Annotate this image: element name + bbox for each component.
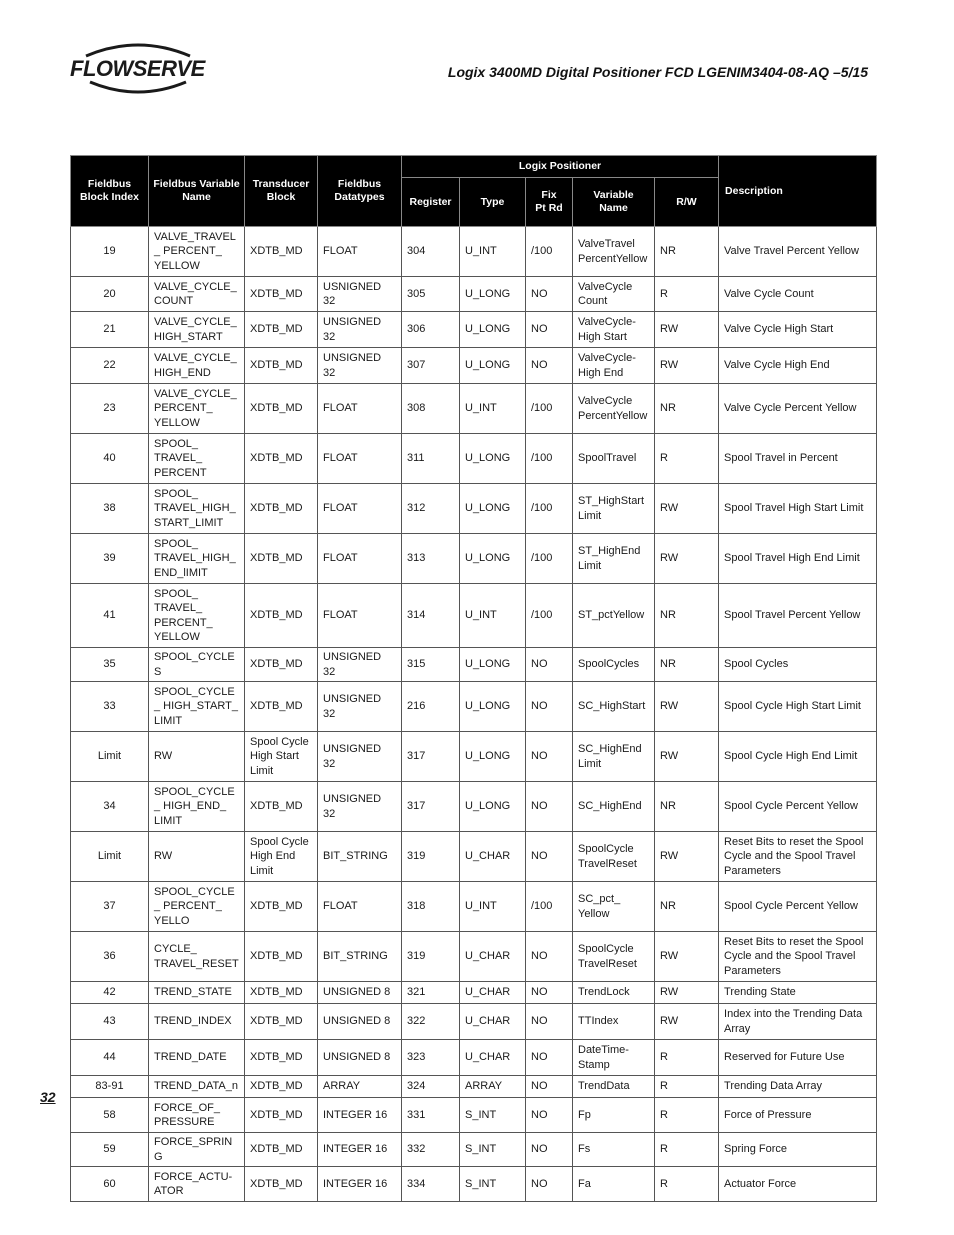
cell-rw: NR	[655, 648, 719, 682]
cell-register: 332	[402, 1133, 460, 1167]
cell-type: U_LONG	[460, 434, 526, 484]
cell-logix-variable-name: ST_HighEnd Limit	[573, 534, 655, 584]
cell-block-index: 33	[71, 682, 149, 732]
cell-register: 318	[402, 882, 460, 932]
header-logix-variable-name: Variable Name	[573, 178, 655, 227]
header-description: Description	[719, 156, 877, 227]
cell-block-index: 42	[71, 982, 149, 1004]
cell-datatype: FLOAT	[318, 434, 402, 484]
cell-register: 324	[402, 1076, 460, 1098]
cell-transducer-block: XDTB_MD	[245, 648, 318, 682]
cell-block-index: 58	[71, 1098, 149, 1133]
cell-block-index: 36	[71, 932, 149, 982]
cell-register: 319	[402, 832, 460, 882]
cell-block-index: 22	[71, 348, 149, 384]
page-number: 32	[40, 1089, 56, 1105]
cell-rw: R	[655, 1076, 719, 1098]
cell-variable-name: FORCE_SPRING	[149, 1133, 245, 1167]
cell-transducer-block: XDTB_MD	[245, 277, 318, 312]
cell-fix-pt-rd: NO	[526, 782, 573, 832]
cell-logix-variable-name: SpoolTravel	[573, 434, 655, 484]
cell-rw: NR	[655, 882, 719, 932]
cell-logix-variable-name: SC_HighEnd Limit	[573, 732, 655, 782]
cell-description: Force of Pressure	[719, 1098, 877, 1133]
cell-description: Valve Cycle High End	[719, 348, 877, 384]
table-row	[71, 1098, 877, 1133]
cell-description: Spool Cycle Percent Yellow	[719, 782, 877, 832]
cell-fix-pt-rd: NO	[526, 1004, 573, 1040]
cell-block-index: 23	[71, 384, 149, 434]
table-row	[71, 1076, 877, 1098]
cell-rw: RW	[655, 312, 719, 348]
cell-logix-variable-name: TTIndex	[573, 1004, 655, 1040]
table-row	[71, 277, 877, 312]
cell-description: Spool Cycles	[719, 648, 877, 682]
cell-block-index: 21	[71, 312, 149, 348]
cell-datatype: BIT_STRING	[318, 832, 402, 882]
cell-datatype: ARRAY	[318, 1076, 402, 1098]
cell-variable-name: VALVE_CYCLE_ HIGH_END	[149, 348, 245, 384]
cell-logix-variable-name: TrendData	[573, 1076, 655, 1098]
cell-type: U_INT	[460, 227, 526, 277]
header-datatypes: Fieldbus Datatypes	[318, 156, 402, 227]
cell-rw: NR	[655, 584, 719, 648]
cell-transducer-block: XDTB_MD	[245, 584, 318, 648]
table-row	[71, 312, 877, 348]
cell-variable-name: CYCLE_ TRAVEL_RESET	[149, 932, 245, 982]
cell-transducer-block: XDTB_MD	[245, 1167, 318, 1202]
cell-block-index: 40	[71, 434, 149, 484]
cell-type: U_CHAR	[460, 832, 526, 882]
cell-datatype: USNIGNED 32	[318, 277, 402, 312]
cell-variable-name: VALVE_CYCLE_ HIGH_START	[149, 312, 245, 348]
cell-logix-variable-name: ValveCycle- High Start	[573, 312, 655, 348]
cell-rw: RW	[655, 348, 719, 384]
cell-type: U_INT	[460, 384, 526, 434]
cell-variable-name: SPOOL_ TRAVEL_ PERCENT_ YELLOW	[149, 584, 245, 648]
cell-type: U_LONG	[460, 348, 526, 384]
cell-fix-pt-rd: /100	[526, 484, 573, 534]
cell-fix-pt-rd: NO	[526, 1040, 573, 1076]
cell-variable-name: SPOOL_CYCLE_ PERCENT_ YELLO	[149, 882, 245, 932]
header-transducer-block: Transducer Block	[245, 156, 318, 227]
cell-variable-name: SPOOL_CYCLE_ HIGH_START_ LIMIT	[149, 682, 245, 732]
cell-variable-name: VALVE_TRAVEL_ PERCENT_ YELLOW	[149, 227, 245, 277]
cell-transducer-block: XDTB_MD	[245, 534, 318, 584]
table-row	[71, 348, 877, 384]
cell-fix-pt-rd: NO	[526, 277, 573, 312]
cell-register: 308	[402, 384, 460, 434]
cell-logix-variable-name: ValveCycle- High End	[573, 348, 655, 384]
cell-fix-pt-rd: NO	[526, 312, 573, 348]
cell-register: 311	[402, 434, 460, 484]
cell-variable-name: SPOOL_ TRAVEL_HIGH_ START_LIMIT	[149, 484, 245, 534]
cell-variable-name: RW	[149, 732, 245, 782]
cell-rw: NR	[655, 227, 719, 277]
cell-datatype: UNSIGNED 32	[318, 312, 402, 348]
cell-type: U_INT	[460, 882, 526, 932]
cell-block-index: 83-91	[71, 1076, 149, 1098]
cell-logix-variable-name: Fs	[573, 1133, 655, 1167]
cell-description: Valve Cycle Count	[719, 277, 877, 312]
flowserve-logo	[68, 40, 208, 96]
cell-fix-pt-rd: NO	[526, 832, 573, 882]
header-logix-positioner: Logix Positioner	[402, 156, 719, 178]
cell-type: U_LONG	[460, 484, 526, 534]
table-row	[71, 227, 877, 277]
cell-register: 314	[402, 584, 460, 648]
cell-register: 334	[402, 1167, 460, 1202]
cell-register: 322	[402, 1004, 460, 1040]
table-row	[71, 732, 877, 782]
cell-block-index: 35	[71, 648, 149, 682]
logo-wordmark: FLOWSERVE	[70, 56, 205, 81]
cell-logix-variable-name: Fa	[573, 1167, 655, 1202]
cell-block-index: Limit	[71, 832, 149, 882]
cell-type: U_LONG	[460, 277, 526, 312]
cell-logix-variable-name: ValveTravel PercentYellow	[573, 227, 655, 277]
table-body	[71, 227, 877, 1202]
cell-rw: RW	[655, 832, 719, 882]
cell-register: 313	[402, 534, 460, 584]
cell-rw: RW	[655, 932, 719, 982]
cell-rw: R	[655, 434, 719, 484]
cell-fix-pt-rd: NO	[526, 1076, 573, 1098]
cell-transducer-block: XDTB_MD	[245, 882, 318, 932]
cell-description: Trending State	[719, 982, 877, 1004]
cell-variable-name: VALVE_CYCLE_ PERCENT_ YELLOW	[149, 384, 245, 434]
table-row	[71, 832, 877, 882]
cell-logix-variable-name: ValveCycle Count	[573, 277, 655, 312]
cell-type: S_INT	[460, 1167, 526, 1202]
cell-description: Spool Cycle Percent Yellow	[719, 882, 877, 932]
cell-type: S_INT	[460, 1098, 526, 1133]
cell-block-index: 44	[71, 1040, 149, 1076]
cell-type: U_CHAR	[460, 932, 526, 982]
table-row	[71, 434, 877, 484]
cell-rw: R	[655, 277, 719, 312]
cell-description: Valve Cycle Percent Yellow	[719, 384, 877, 434]
cell-transducer-block: XDTB_MD	[245, 1133, 318, 1167]
cell-type: U_LONG	[460, 682, 526, 732]
cell-description: Trending Data Array	[719, 1076, 877, 1098]
cell-fix-pt-rd: /100	[526, 227, 573, 277]
document-title: Logix 3400MD Digital Positioner FCD LGENIM3404-08-AQ –5/15	[447, 64, 868, 80]
cell-logix-variable-name: ST_pctYellow	[573, 584, 655, 648]
cell-logix-variable-name: ST_HighStart Limit	[573, 484, 655, 534]
cell-datatype: UNSIGNED 8	[318, 1004, 402, 1040]
cell-transducer-block: XDTB_MD	[245, 484, 318, 534]
cell-logix-variable-name: SpoolCycle TravelReset	[573, 832, 655, 882]
cell-transducer-block: XDTB_MD	[245, 982, 318, 1004]
table-row	[71, 682, 877, 732]
cell-rw: R	[655, 1167, 719, 1202]
cell-logix-variable-name: SpoolCycles	[573, 648, 655, 682]
cell-variable-name: SPOOL_CYCLES	[149, 648, 245, 682]
cell-register: 305	[402, 277, 460, 312]
cell-block-index: 34	[71, 782, 149, 832]
cell-datatype: BIT_STRING	[318, 932, 402, 982]
table-row	[71, 584, 877, 648]
cell-fix-pt-rd: NO	[526, 1167, 573, 1202]
cell-register: 319	[402, 932, 460, 982]
table-row	[71, 1167, 877, 1202]
cell-variable-name: FORCE_ACTU- ATOR	[149, 1167, 245, 1202]
cell-fix-pt-rd: NO	[526, 982, 573, 1004]
table-row	[71, 484, 877, 534]
cell-transducer-block: XDTB_MD	[245, 782, 318, 832]
cell-fix-pt-rd: /100	[526, 434, 573, 484]
cell-logix-variable-name: Fp	[573, 1098, 655, 1133]
cell-block-index: 60	[71, 1167, 149, 1202]
cell-variable-name: TREND_INDEX	[149, 1004, 245, 1040]
cell-variable-name: TREND_DATA_n	[149, 1076, 245, 1098]
cell-transducer-block: XDTB_MD	[245, 1040, 318, 1076]
cell-variable-name: RW	[149, 832, 245, 882]
cell-description: Spool Cycle High End Limit	[719, 732, 877, 782]
table-row	[71, 1004, 877, 1040]
cell-datatype: UNSIGNED 32	[318, 732, 402, 782]
table-row	[71, 648, 877, 682]
cell-block-index: 19	[71, 227, 149, 277]
cell-description: Spool Travel in Percent	[719, 434, 877, 484]
cell-logix-variable-name: SC_pct_ Yellow	[573, 882, 655, 932]
cell-transducer-block: XDTB_MD	[245, 434, 318, 484]
cell-register: 315	[402, 648, 460, 682]
cell-rw: RW	[655, 484, 719, 534]
cell-variable-name: TREND_DATE	[149, 1040, 245, 1076]
table-row	[71, 982, 877, 1004]
cell-fix-pt-rd: /100	[526, 584, 573, 648]
cell-type: U_LONG	[460, 648, 526, 682]
cell-register: 304	[402, 227, 460, 277]
cell-fix-pt-rd: NO	[526, 732, 573, 782]
cell-description: Reset Bits to reset the Spool Cycle and the Spool Travel Parameters	[719, 832, 877, 882]
cell-block-index: 59	[71, 1133, 149, 1167]
cell-block-index: 38	[71, 484, 149, 534]
cell-datatype: UNSIGNED 32	[318, 682, 402, 732]
table-row	[71, 932, 877, 982]
cell-type: ARRAY	[460, 1076, 526, 1098]
cell-register: 331	[402, 1098, 460, 1133]
cell-datatype: FLOAT	[318, 227, 402, 277]
cell-fix-pt-rd: NO	[526, 1133, 573, 1167]
cell-block-index: 43	[71, 1004, 149, 1040]
cell-logix-variable-name: DateTime- Stamp	[573, 1040, 655, 1076]
cell-variable-name: SPOOL_ TRAVEL_HIGH_ END_lIMIT	[149, 534, 245, 584]
cell-description: Spool Cycle High Start Limit	[719, 682, 877, 732]
cell-variable-name: SPOOL_CYCLE_ HIGH_END_ LIMIT	[149, 782, 245, 832]
table-row	[71, 782, 877, 832]
cell-variable-name: FORCE_OF_ PRESSURE	[149, 1098, 245, 1133]
cell-description: Spool Travel High Start Limit	[719, 484, 877, 534]
cell-description: Actuator Force	[719, 1167, 877, 1202]
cell-datatype: FLOAT	[318, 584, 402, 648]
cell-block-index: 37	[71, 882, 149, 932]
cell-variable-name: SPOOL_ TRAVEL_ PERCENT	[149, 434, 245, 484]
cell-type: U_CHAR	[460, 1040, 526, 1076]
cell-datatype: FLOAT	[318, 384, 402, 434]
cell-datatype: FLOAT	[318, 484, 402, 534]
cell-logix-variable-name: SC_HighEnd	[573, 782, 655, 832]
cell-fix-pt-rd: /100	[526, 384, 573, 434]
cell-fix-pt-rd: NO	[526, 682, 573, 732]
cell-transducer-block: XDTB_MD	[245, 682, 318, 732]
cell-datatype: UNSIGNED 32	[318, 348, 402, 384]
cell-register: 312	[402, 484, 460, 534]
cell-type: U_LONG	[460, 534, 526, 584]
cell-block-index: 20	[71, 277, 149, 312]
cell-variable-name: TREND_STATE	[149, 982, 245, 1004]
cell-rw: R	[655, 1133, 719, 1167]
cell-datatype: FLOAT	[318, 882, 402, 932]
cell-register: 323	[402, 1040, 460, 1076]
cell-fix-pt-rd: NO	[526, 348, 573, 384]
cell-transducer-block: Spool Cycle High End Limit	[245, 832, 318, 882]
cell-fix-pt-rd: NO	[526, 1098, 573, 1133]
cell-block-index: Limit	[71, 732, 149, 782]
cell-datatype: INTEGER 16	[318, 1167, 402, 1202]
cell-transducer-block: XDTB_MD	[245, 1076, 318, 1098]
cell-register: 216	[402, 682, 460, 732]
fieldbus-parameter-table	[70, 155, 877, 1202]
cell-type: S_INT	[460, 1133, 526, 1167]
cell-type: U_LONG	[460, 732, 526, 782]
cell-description: Reset Bits to reset the Spool Cycle and the Spool Travel Parameters	[719, 932, 877, 982]
table-row	[71, 882, 877, 932]
cell-rw: NR	[655, 782, 719, 832]
cell-description: Spool Travel Percent Yellow	[719, 584, 877, 648]
cell-transducer-block: XDTB_MD	[245, 1098, 318, 1133]
cell-description: Valve Travel Percent Yellow	[719, 227, 877, 277]
cell-block-index: 41	[71, 584, 149, 648]
cell-description: Valve Cycle High Start	[719, 312, 877, 348]
table-row	[71, 1133, 877, 1167]
cell-datatype: UNSIGNED 8	[318, 982, 402, 1004]
cell-transducer-block: XDTB_MD	[245, 227, 318, 277]
cell-fix-pt-rd: NO	[526, 932, 573, 982]
cell-description: Spool Travel High End Limit	[719, 534, 877, 584]
cell-register: 306	[402, 312, 460, 348]
cell-transducer-block: XDTB_MD	[245, 384, 318, 434]
cell-description: Index into the Trending Data Array	[719, 1004, 877, 1040]
cell-register: 317	[402, 782, 460, 832]
cell-register: 317	[402, 732, 460, 782]
cell-fix-pt-rd: /100	[526, 882, 573, 932]
cell-fix-pt-rd: NO	[526, 648, 573, 682]
cell-transducer-block: XDTB_MD	[245, 312, 318, 348]
cell-rw: RW	[655, 682, 719, 732]
header-variable-name: Fieldbus Variable Name	[149, 156, 245, 227]
cell-description: Spring Force	[719, 1133, 877, 1167]
cell-register: 321	[402, 982, 460, 1004]
cell-datatype: FLOAT	[318, 534, 402, 584]
cell-rw: RW	[655, 732, 719, 782]
header-rw: R/W	[655, 178, 719, 227]
cell-rw: R	[655, 1040, 719, 1076]
cell-rw: RW	[655, 1004, 719, 1040]
table-row	[71, 384, 877, 434]
cell-logix-variable-name: TrendLock	[573, 982, 655, 1004]
cell-fix-pt-rd: /100	[526, 534, 573, 584]
cell-type: U_CHAR	[460, 982, 526, 1004]
cell-transducer-block: XDTB_MD	[245, 932, 318, 982]
cell-transducer-block: XDTB_MD	[245, 348, 318, 384]
cell-datatype: UNSIGNED 32	[318, 782, 402, 832]
cell-description: Reserved for Future Use	[719, 1040, 877, 1076]
cell-type: U_CHAR	[460, 1004, 526, 1040]
cell-datatype: UNSIGNED 8	[318, 1040, 402, 1076]
cell-rw: RW	[655, 534, 719, 584]
cell-logix-variable-name: SpoolCycle TravelReset	[573, 932, 655, 982]
header-block-index: Fieldbus Block Index	[71, 156, 149, 227]
header-type: Type	[460, 178, 526, 227]
table-row	[71, 1040, 877, 1076]
cell-register: 307	[402, 348, 460, 384]
cell-transducer-block: Spool Cycle High Start Limit	[245, 732, 318, 782]
header-register: Register	[402, 178, 460, 227]
cell-variable-name: VALVE_CYCLE_ COUNT	[149, 277, 245, 312]
cell-type: U_INT	[460, 584, 526, 648]
cell-rw: NR	[655, 384, 719, 434]
cell-datatype: INTEGER 16	[318, 1098, 402, 1133]
cell-datatype: INTEGER 16	[318, 1133, 402, 1167]
header-fix-pt-rd: Fix Pt Rd	[526, 178, 573, 227]
cell-type: U_LONG	[460, 312, 526, 348]
cell-type: U_LONG	[460, 782, 526, 832]
cell-rw: RW	[655, 982, 719, 1004]
table-row	[71, 534, 877, 584]
cell-rw: R	[655, 1098, 719, 1133]
cell-transducer-block: XDTB_MD	[245, 1004, 318, 1040]
cell-logix-variable-name: ValveCycle PercentYellow	[573, 384, 655, 434]
cell-logix-variable-name: SC_HighStart	[573, 682, 655, 732]
cell-datatype: UNSIGNED 32	[318, 648, 402, 682]
cell-block-index: 39	[71, 534, 149, 584]
